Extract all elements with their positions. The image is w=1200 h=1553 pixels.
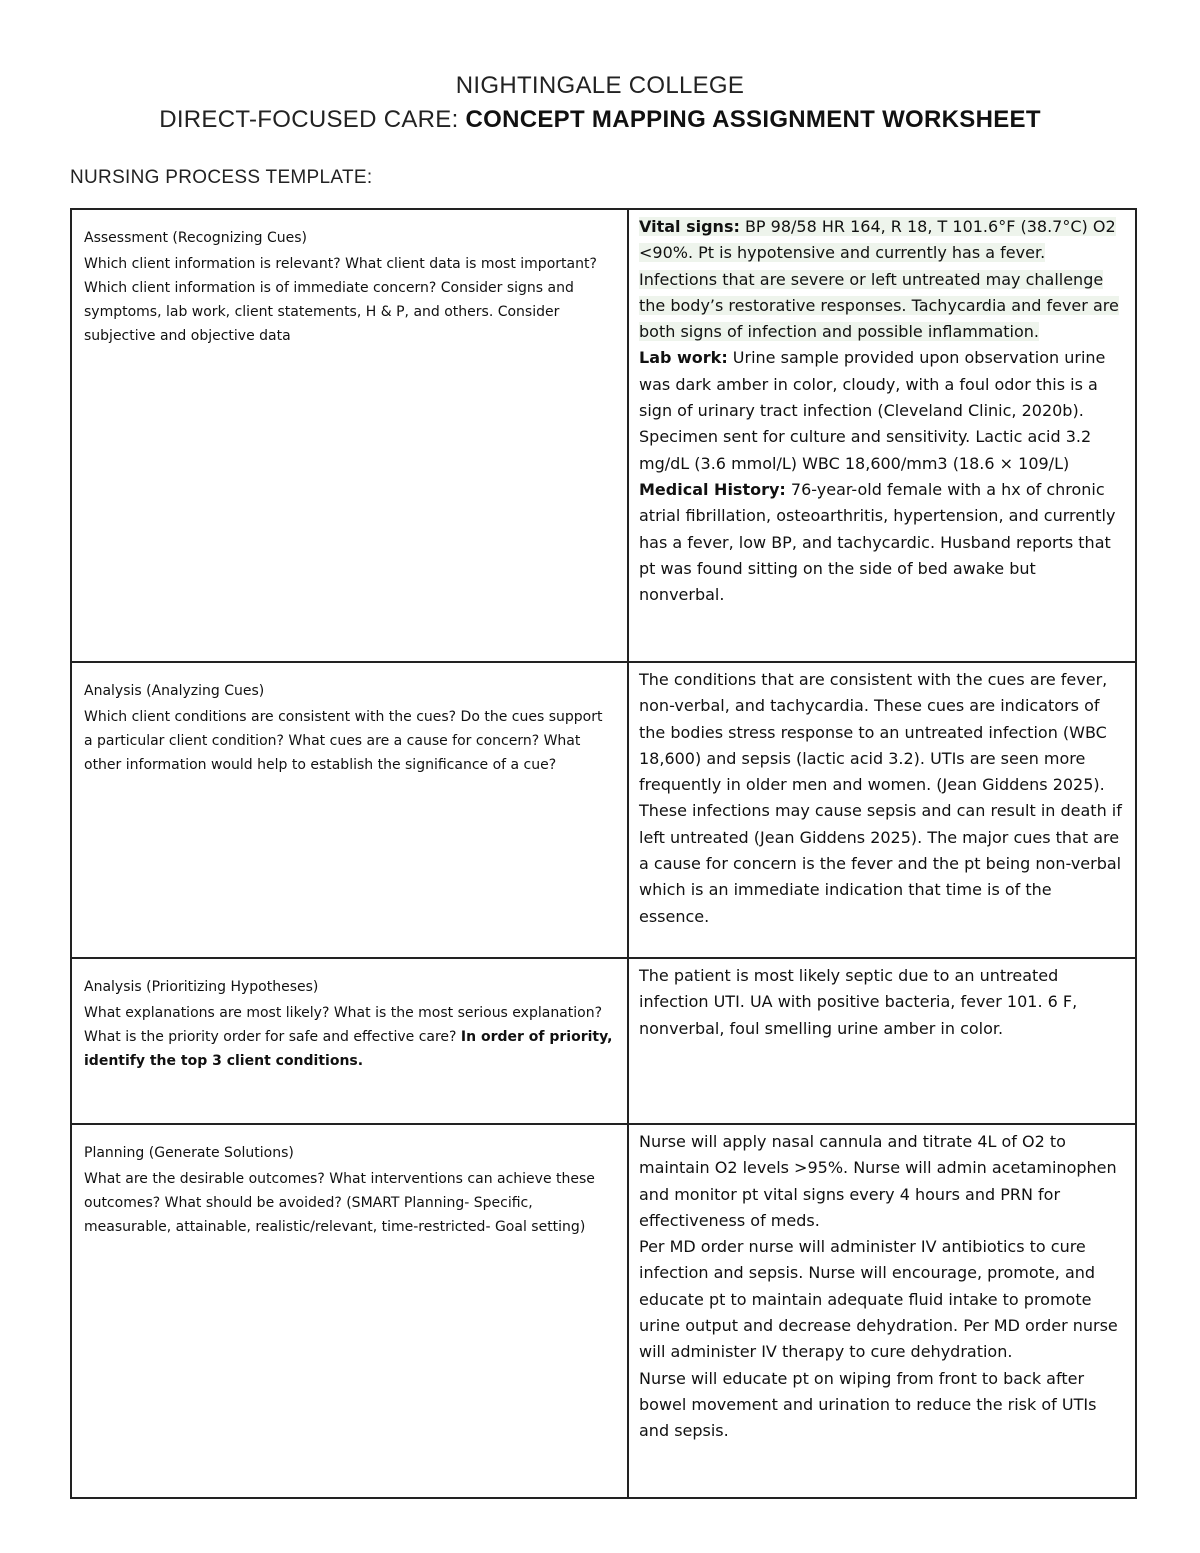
assessment-prompt-cell bbox=[71, 209, 628, 662]
college-title: NIGHTINGALE COLLEGE bbox=[455, 72, 745, 99]
row-prompt bbox=[84, 1001, 615, 1073]
vitals-block bbox=[639, 217, 1119, 341]
row-heading: Analysis (Prioritizing Hypotheses) bbox=[84, 979, 319, 995]
vitals-label: Vital signs: bbox=[639, 217, 740, 236]
nursing-process-table bbox=[70, 208, 1137, 1499]
planning-paragraph-1: Nurse will apply nasal cannula and titrate 4L of O2 to maintain O2 levels >95%. Nurse will admin acetaminophen and monitor pt vital signs every 4 hours and PRN for effectiveness of meds. bbox=[639, 1132, 1117, 1230]
table-row bbox=[71, 209, 1136, 662]
table-row bbox=[71, 1124, 1136, 1498]
lab-label: Lab work: bbox=[639, 348, 728, 368]
history-label: Medical History: bbox=[639, 479, 786, 499]
history-text: 76-year-old female with a hx of chronic atrial fibrillation, osteoarthritis, hypertension, and currently has a fever, low BP, and tachycardic. Husband reports that pt was found sitting on the side of bed awake but nonverbal. bbox=[639, 479, 1116, 605]
row-prompt-text: What explanations are most likely? What is the most serious explanation? What is the priority order for safe and effective care? bbox=[84, 1005, 603, 1045]
worksheet-title-prefix: DIRECT-FOCUSED CARE: bbox=[159, 106, 466, 133]
worksheet-title-bold: CONCEPT MAPPING ASSIGNMENT WORKSHEET bbox=[465, 106, 1041, 133]
analysis-cues-response-cell: The conditions that are consistent with the cues are fever, non-verbal, and tachycardia. These cues are indicators of the bodies stress response to an untreated infection (WBC 18,600) and sepsis (lactic acid 3.2). UTIs are seen more frequently in older men and women. (Jean Giddens 2025). These infections may cause sepsis and can result in death if left untreated (Jean Giddens 2025). The major cues that are a cause for concern is the fever and the pt being non-verbal which is an immediate indication that time is of the essence. bbox=[628, 662, 1136, 958]
row-prompt: Which client conditions are consistent with the cues? Do the cues support a particular client condition? What cues are a cause for concern? What other information would help to establish the significance of a cue? bbox=[84, 709, 603, 773]
assessment-response-cell bbox=[628, 209, 1136, 662]
analysis-cues-prompt-cell bbox=[71, 662, 628, 958]
table-row bbox=[71, 662, 1136, 958]
prioritizing-prompt-cell bbox=[71, 958, 628, 1124]
worksheet-title bbox=[0, 106, 1200, 134]
planning-paragraph-3: Nurse will educate pt on wiping from front to back after bowel movement and urination to reduce the risk of UTIs and sepsis. bbox=[639, 1368, 1097, 1441]
lab-text: Urine sample provided upon observation urine was dark amber in color, cloudy, with a foul odor this is a sign of urinary tract infection (Cleveland Clinic, 2020b). Specimen sent for culture and sensitivity. Lactic acid 3.2 mg/dL (3.6 mmol/L) WBC 18,600/mm3 (18.6 × 109/L) bbox=[639, 348, 1106, 473]
row-heading: Planning (Generate Solutions) bbox=[84, 1145, 294, 1161]
planning-paragraph-2: Per MD order nurse will administer IV antibiotics to cure infection and sepsis. Nurse will encourage, promote, and educate pt to maintain adequate fluid intake to promote urine output and decrease dehydration. Per MD order nurse will administer IV therapy to cure dehydration. bbox=[639, 1237, 1118, 1362]
planning-response-cell bbox=[628, 1124, 1136, 1498]
vitals-text: BP 98/58 HR 164, R 18, T 101.6°F (38.7°C) O2 <90%. Pt is hypotensive and currently has a fever. Infections that are severe or left untreated may challenge the body’s restorative responses. Tachycardia and fever are both signs of infection and possible inflammation. bbox=[639, 217, 1119, 342]
planning-prompt-cell bbox=[71, 1124, 628, 1498]
row-heading: Assessment (Recognizing Cues) bbox=[84, 230, 307, 246]
section-heading: NURSING PROCESS TEMPLATE: bbox=[70, 167, 373, 188]
table-row bbox=[71, 958, 1136, 1124]
prioritizing-response-cell: The patient is most likely septic due to an untreated infection UTI. UA with positive bacteria, fever 101. 6 F, nonverbal, foul smelling urine amber in color. bbox=[628, 958, 1136, 1124]
row-heading: Analysis (Analyzing Cues) bbox=[84, 683, 265, 699]
row-prompt-bold: In order of priority, identify the top 3 client conditions. bbox=[84, 1029, 613, 1069]
row-prompt: What are the desirable outcomes? What interventions can achieve these outcomes? What should be avoided? (SMART Planning- Specific, measurable, attainable, realistic/relevant, time-restricted- Goal setting) bbox=[84, 1171, 595, 1235]
row-prompt: Which client information is relevant? What client data is most important? Which client information is of immediate concern? Consider signs and symptoms, lab work, client statements, H & P, and others. Consider subjective and objective data bbox=[84, 256, 597, 344]
